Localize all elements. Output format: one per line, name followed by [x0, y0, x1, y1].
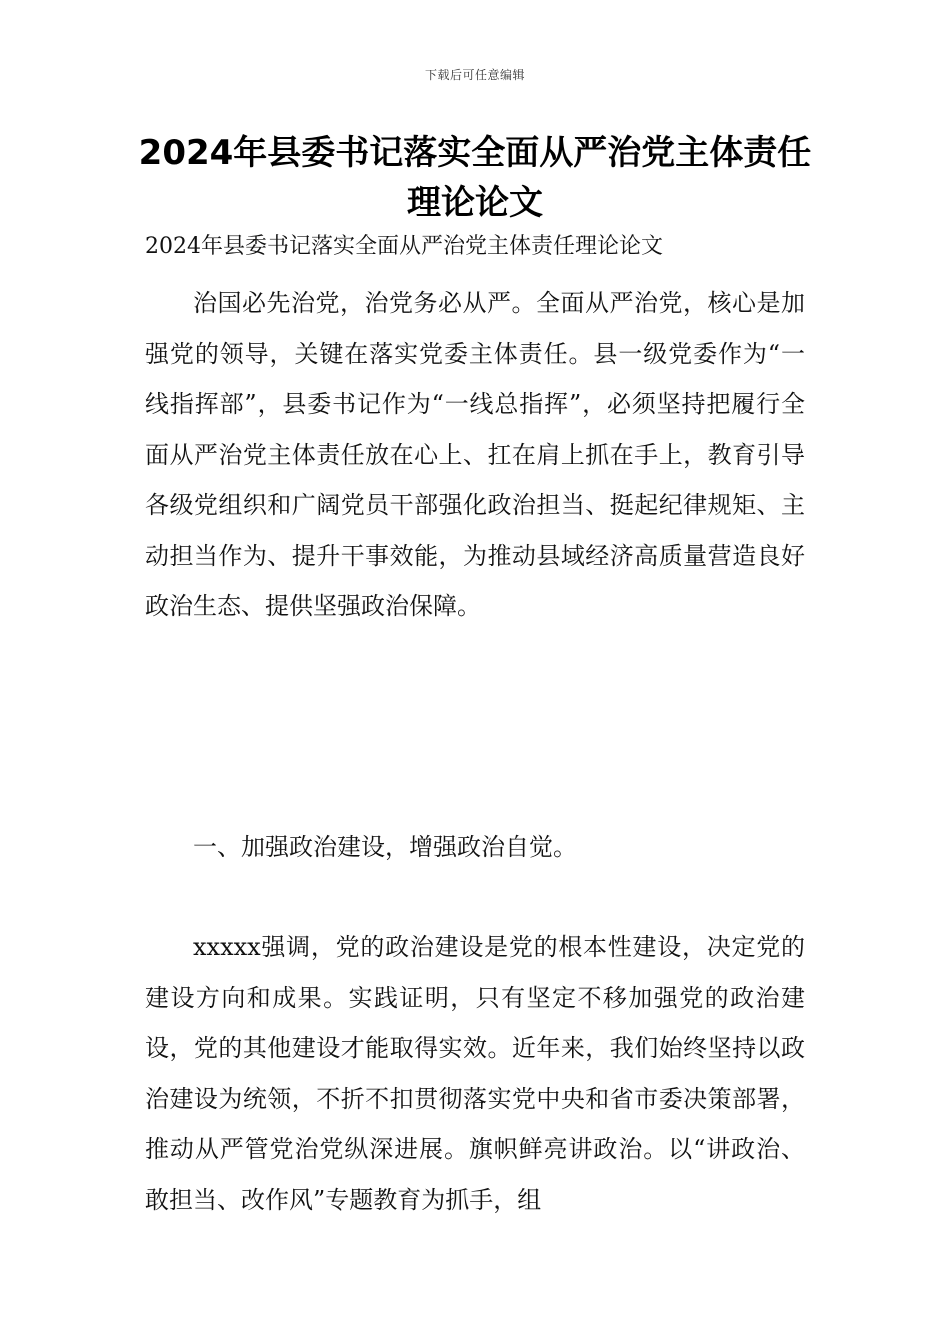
document-subtitle: 2024年县委书记落实全面从严治党主体责任理论论文 [145, 234, 663, 259]
section-heading-1: 一、加强政治建设，增强政治自觉。 [193, 833, 577, 861]
document-title: 2024年县委书记落实全面从严治党主体责任理论论文 [138, 133, 812, 223]
body-paragraph-2: xxxxx强调，党的政治建设是党的根本性建设，决定党的建设方向和成果。实践证明，只有坚定不移加强党的政治建设，党的其他建设才能取得实效。近年来，我们始终坚持以政治建设为统领，不折不扣贯彻落实党中央和省市委决策部署，推动从严管党治党纵深进展。旗帜鲜亮讲政治。以“讲政治、敢担当、改作风”专题教育为抓手，组 [145, 933, 805, 1214]
page-header-note: 下载后可任意编辑 [424, 68, 525, 82]
body-paragraph-1: 治国必先治党，治党务必从严。全面从严治党，核心是加强党的领导，关键在落实党委主体责任。县一级党委作为“一线指挥部”，县委书记作为“一线总指挥”，必须坚持把履行全面从严治党主体责任放在心上、扛在肩上抓在手上，教育引导各级党组织和广阔党员干部强化政治担当、挺起纪律规矩、主动担当作为、提升干事效能，为推动县域经济高质量营造良好政治生态、提供坚强政治保障。 [145, 289, 805, 620]
